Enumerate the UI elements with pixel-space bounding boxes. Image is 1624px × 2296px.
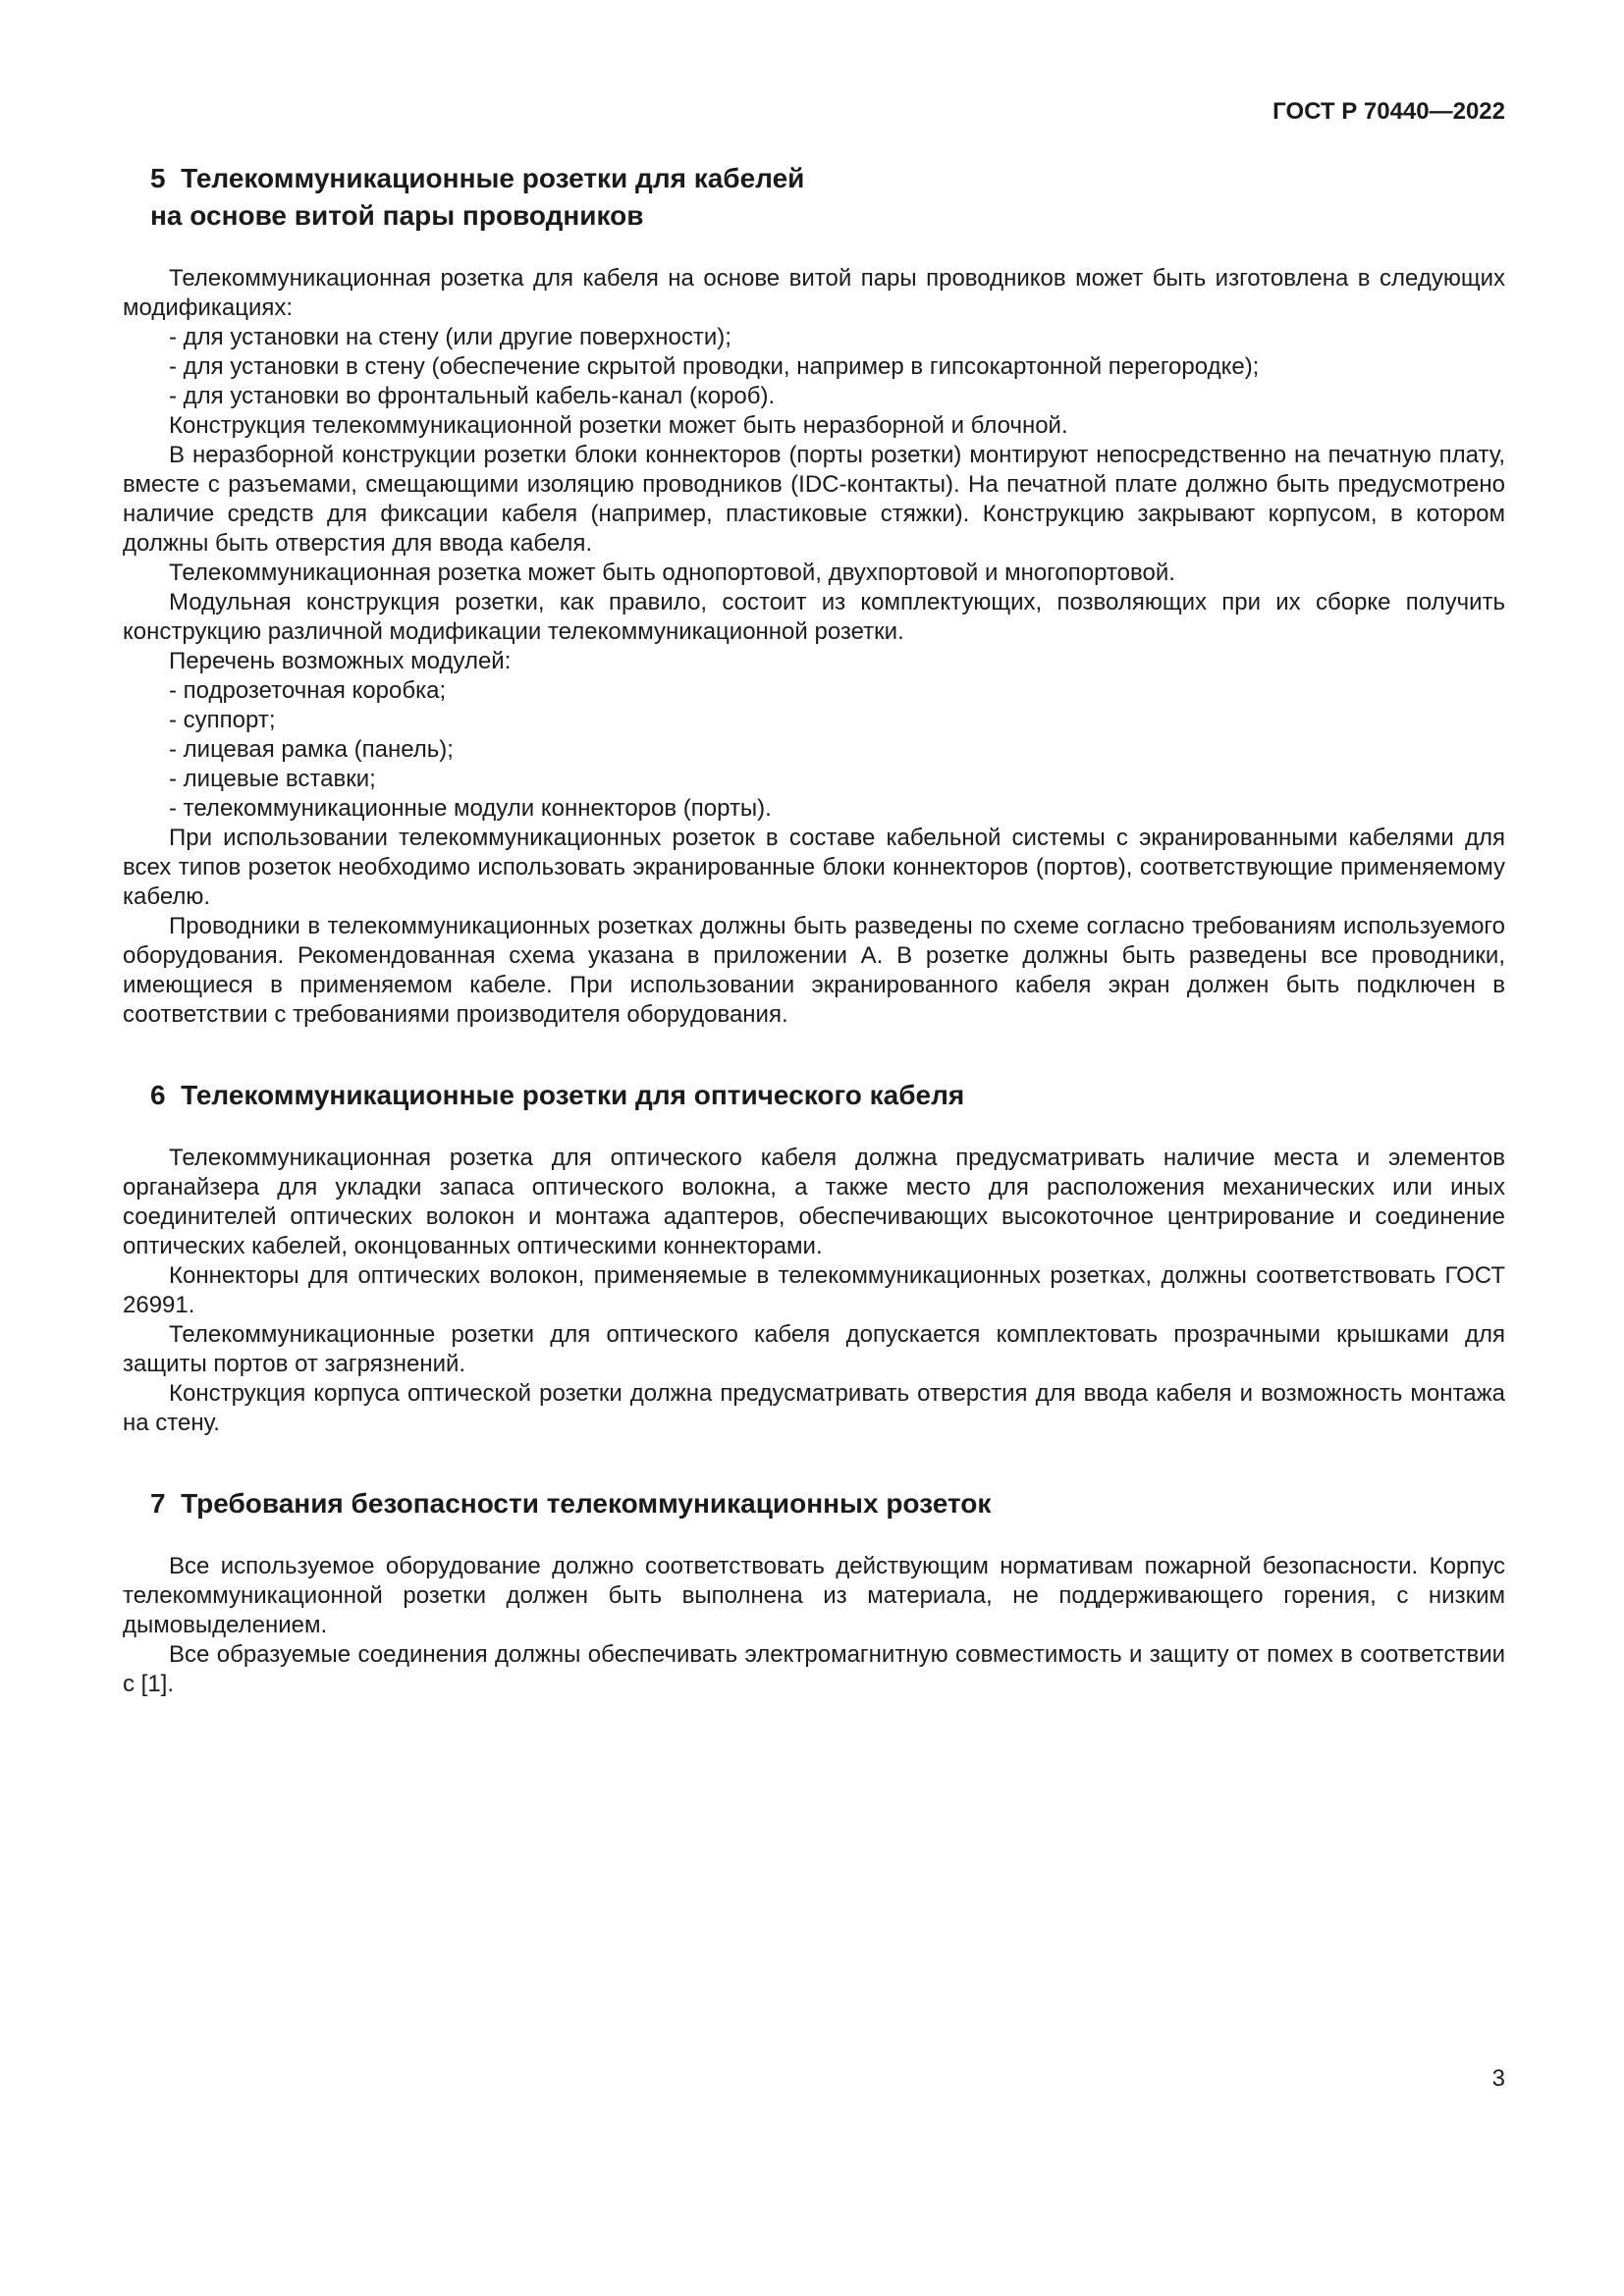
list-item: - суппорт; <box>169 707 276 733</box>
paragraph: Конструкция корпуса оптической розетки должна предусматривать отверстия для ввода кабеля и возможность монтажа на стену. <box>123 1380 1505 1436</box>
section-heading <box>150 1077 1505 1114</box>
list-item: - для установки во фронтальный кабель-канал (короб). <box>169 383 776 409</box>
page-number: 3 <box>1491 2065 1505 2092</box>
heading-line: 5 Телекоммуникационные розетки для кабелей <box>150 163 805 193</box>
list-item: - для установки на стену (или другие поверхности); <box>169 324 731 350</box>
paragraph: Телекоммуникационная розетка для кабеля на основе витой пары проводников может быть изготовлена в следующих модификациях: <box>123 265 1505 321</box>
heading-line: 6 Телекоммуникационные розетки для оптического кабеля <box>150 1080 965 1110</box>
paragraph: Телекоммуникационная розетка для оптического кабеля должна предусматривать наличие места и элементов органайзера для укладки запаса оптического волокна, а также место для расположения механических или иных соединителей оптических волокон и монтажа адаптеров, обеспечивающих высокоточное центрирование и соединение оптических кабелей, оконцованных оптическими коннекторами. <box>123 1145 1505 1259</box>
document-code: ГОСТ Р 70440—2022 <box>1272 98 1505 125</box>
document-body <box>123 160 1505 1699</box>
paragraph: Перечень возможных модулей: <box>169 648 512 674</box>
section-heading <box>150 160 1505 235</box>
paragraph: Проводники в телекоммуникационных розетках должны быть разведены по схеме согласно требованиям используемого оборудования. Рекомендованная схема указана в приложении А. В розетке должны быть разведены все проводники, имеющиеся в применяемом кабеле. При использовании экранированного кабеля экран должен быть подключен в соответствии с требованиями производителя оборудования. <box>123 913 1505 1028</box>
paragraph: В неразборной конструкции розетки блоки коннекторов (порты розетки) монтируют непосредственно на печатную плату, вместе с разъемами, смещающими изоляцию проводников (IDC-контакты). На печатной плате должно быть предусмотрено наличие средств для фиксации кабеля (например, пластиковые стяжки). Конструкцию закрывают корпусом, в котором должны быть отверстия для ввода кабеля. <box>123 442 1505 557</box>
paragraph: Конструкция телекоммуникационной розетки может быть неразборной и блочной. <box>169 412 1068 439</box>
paragraph: При использовании телекоммуникационных розеток в составе кабельной системы с экранированными кабелями для всех типов розеток необходимо использовать экранированные блоки коннекторов (портов), соответствующие применяемому кабелю. <box>123 825 1505 910</box>
paragraph: Телекоммуникационные розетки для оптического кабеля допускается комплектовать прозрачными крышками для защиты портов от загрязнений. <box>123 1321 1505 1377</box>
list-item: - лицевые вставки; <box>169 766 376 792</box>
paragraph: Все используемое оборудование должно соответствовать действующим нормативам пожарной безопасности. Корпус телекоммуникационной розетки должен быть выполнена из материала, не поддерживающего горения, с низким дымовыделением. <box>123 1553 1505 1638</box>
list-item: - телекоммуникационные модули коннекторов (порты). <box>169 795 772 822</box>
list-item: - для установки в стену (обеспечение скрытой проводки, например в гипсокартонной перегородке); <box>169 353 1260 380</box>
paragraph: Модульная конструкция розетки, как правило, состоит из комплектующих, позволяющих при их сборке получить конструкцию различной модификации телекоммуникационной розетки. <box>123 589 1505 645</box>
list-item: - подрозеточная коробка; <box>169 677 447 704</box>
paragraph: Коннекторы для оптических волокон, применяемые в телекоммуникационных розетках, должны соответствовать ГОСТ 26991. <box>123 1262 1505 1318</box>
heading-line: на основе витой пары проводников <box>150 200 644 231</box>
section-heading <box>150 1485 1505 1522</box>
list-item: - лицевая рамка (панель); <box>169 736 454 763</box>
paragraph: Телекоммуникационная розетка может быть однопортовой, двухпортовой и многопортовой. <box>169 560 1175 586</box>
heading-line: 7 Требования безопасности телекоммуникационных розеток <box>150 1488 992 1519</box>
paragraph: Все образуемые соединения должны обеспечивать электромагнитную совместимость и защиту от помех в соответствии с [1]. <box>123 1641 1505 1697</box>
